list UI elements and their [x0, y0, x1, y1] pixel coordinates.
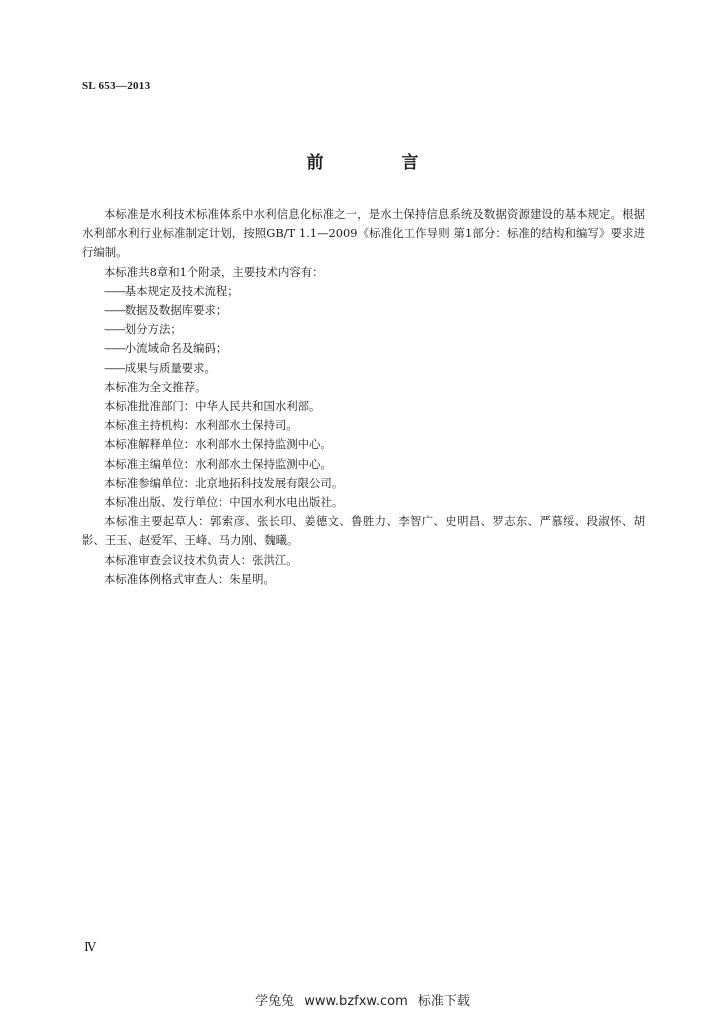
- list-item-text: 基本规定及技术流程；: [124, 283, 239, 298]
- list-item: [82, 320, 645, 339]
- format-reviewer-paragraph: 本标准体例格式审查人：朱星明。: [104, 571, 275, 586]
- list-item: [82, 339, 645, 358]
- chief-editor-paragraph: 本标准主编单位：水利部水土保持监测中心。: [104, 456, 332, 471]
- list-item-text: 成果与质量要求。: [124, 360, 216, 375]
- interpret-paragraph: 本标准解释单位：水利部水土保持监测中心。: [104, 437, 332, 452]
- drafters-paragraph: 本标准主要起草人：郭索彦、张长印、姜德文、鲁胜力、李智广、史明昌、罗志东、严慕绥、段淑怀、胡影、王玉、赵爱军、王峰、马力刚、魏曦。: [82, 514, 645, 548]
- foreword-body: [82, 205, 645, 589]
- list-dash: ——: [104, 303, 125, 318]
- chapters-paragraph: 本标准共8章和1个附录，主要技术内容有：: [104, 264, 324, 279]
- page-title: 前 言: [306, 153, 455, 173]
- list-item-text: 小流域命名及编码；: [124, 341, 228, 356]
- review-lead-paragraph: 本标准审查会议技术负责人：张洪江。: [104, 552, 298, 567]
- publisher-paragraph: 本标准出版、发行单位：中国水利水电出版社。: [104, 495, 344, 510]
- list-dash: ——: [104, 322, 125, 337]
- list-item-text: 划分方法；: [124, 322, 182, 337]
- list-item: [82, 359, 645, 378]
- list-item: [82, 282, 645, 301]
- host-paragraph: 本标准主持机构：水利部水土保持司。: [104, 418, 298, 433]
- co-editor-paragraph: 本标准参编单位：北京地拓科技发展有限公司。: [104, 475, 344, 490]
- page-number: Ⅳ: [84, 940, 96, 954]
- list-item: [82, 301, 645, 320]
- list-dash: ——: [104, 360, 125, 375]
- list-dash: ——: [104, 341, 125, 356]
- list-dash: ——: [104, 283, 125, 298]
- document-code: SL 653—2013: [82, 80, 151, 92]
- approval-paragraph: 本标准批准部门：中华人民共和国水利部。: [104, 399, 321, 414]
- watermark: 学兔兔 www.bzfxw.com 标准下载: [255, 994, 470, 1009]
- recommend-paragraph: 本标准为全文推荐。: [104, 379, 207, 394]
- intro-paragraph: 本标准是水利技术标准体系中水利信息化标准之一，是水土保持信息系统及数据资源建设的基本规定。根据水利部水利行业标准制定计划，按照GB/T 1.1—2009《标准化工作导则 第1部分：标准的结构和编写》要求进行编制。: [82, 207, 645, 260]
- list-item-text: 数据及数据库要求；: [124, 303, 228, 318]
